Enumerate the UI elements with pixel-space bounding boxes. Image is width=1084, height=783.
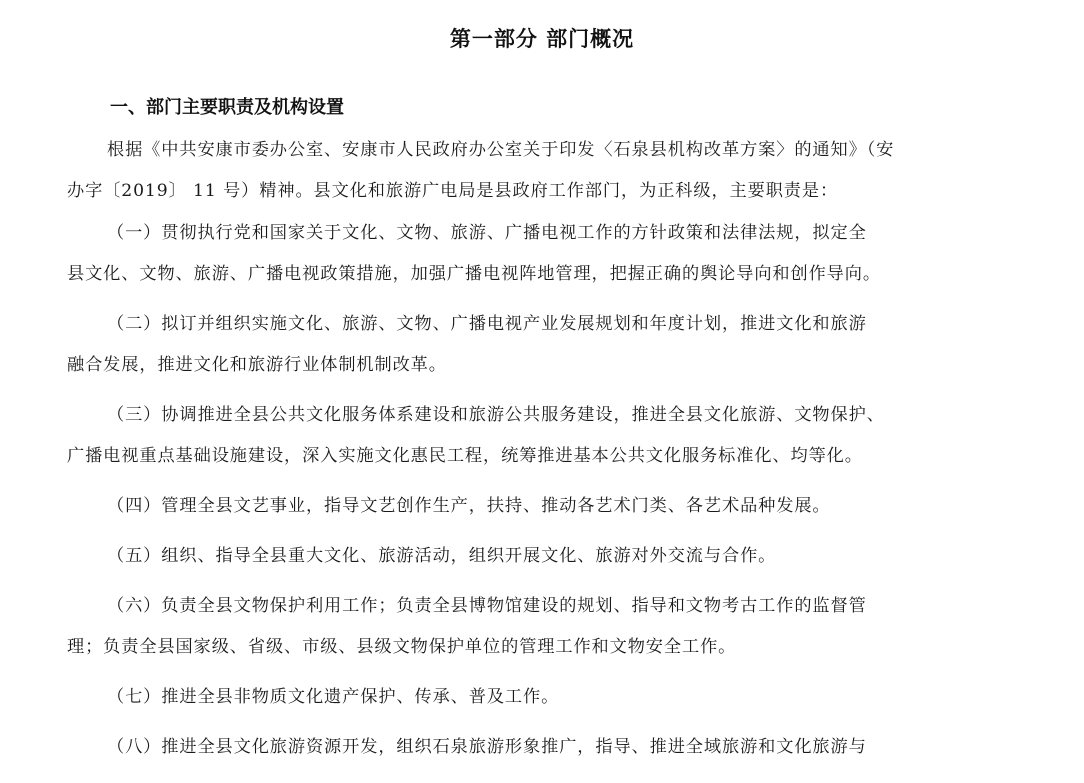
duty-3-line-2: 广播电视重点基础设施建设，深入实施文化惠民工程，统筹推进基本公共文化服务标准化、均等化。 bbox=[67, 446, 863, 466]
section-heading: 一、部门主要职责及机构设置 bbox=[110, 97, 344, 118]
page-title: 第一部分 部门概况 bbox=[449, 27, 635, 51]
intro-line-1: 根据《中共安康市委办公室、安康市人民政府办公室关于印发〈石泉县机构改革方案〉的通知》（安 bbox=[107, 140, 895, 160]
duty-7-line-1: （七）推进全县非物质文化遗产保护、传承、普及工作。 bbox=[107, 687, 560, 707]
duty-paragraph-8 bbox=[67, 727, 997, 768]
duty-1-line-1: （一）贯彻执行党和国家关于文化、文物、旅游、广播电视工作的方针政策和法律法规，拟定全 bbox=[107, 223, 867, 243]
duty-1-line-2: 县文化、文物、旅游、广播电视政策措施，加强广播电视阵地管理，把握正确的舆论导向和创作导向。 bbox=[67, 264, 881, 284]
duty-paragraph-4 bbox=[67, 486, 997, 527]
duty-2-line-1: （二）拟订并组织实施文化、旅游、文物、广播电视产业发展规划和年度计划，推进文化和旅游 bbox=[107, 314, 867, 334]
duty-paragraph-2 bbox=[67, 304, 997, 386]
duty-paragraph-3 bbox=[67, 395, 997, 477]
duty-3-line-1: （三）协调推进全县公共文化服务体系建设和旅游公共服务建设，推进全县文化旅游、文物保护、 bbox=[107, 405, 885, 425]
intro-line-2: 办字〔2019〕 11 号）精神。县文化和旅游广电局是县政府工作部门，为正科级，主要职责是： bbox=[67, 181, 839, 201]
intro-paragraph bbox=[67, 130, 997, 212]
duty-paragraph-1 bbox=[67, 213, 997, 295]
duty-6-line-2: 理；负责全县国家级、省级、市级、县级文物保护单位的管理工作和文物安全工作。 bbox=[67, 637, 737, 657]
duty-4-line-1: （四）管理全县文艺事业，指导文艺创作生产，扶持、推动各艺术门类、各艺术品种发展。 bbox=[107, 496, 831, 516]
duty-paragraph-5 bbox=[67, 536, 997, 577]
duty-8-line-1: （八）推进全县文化旅游资源开发，组织石泉旅游形象推广，指导、推进全域旅游和文化旅游与 bbox=[107, 737, 867, 757]
duty-5-line-1: （五）组织、指导全县重大文化、旅游活动，组织开展文化、旅游对外交流与合作。 bbox=[107, 546, 777, 566]
duty-paragraph-6 bbox=[67, 586, 997, 668]
duty-2-line-2: 融合发展，推进文化和旅游行业体制机制改革。 bbox=[67, 355, 447, 375]
duty-paragraph-7 bbox=[67, 677, 997, 718]
duty-6-line-1: （六）负责全县文物保护利用工作；负责全县博物馆建设的规划、指导和文物考古工作的监督管 bbox=[107, 596, 867, 616]
